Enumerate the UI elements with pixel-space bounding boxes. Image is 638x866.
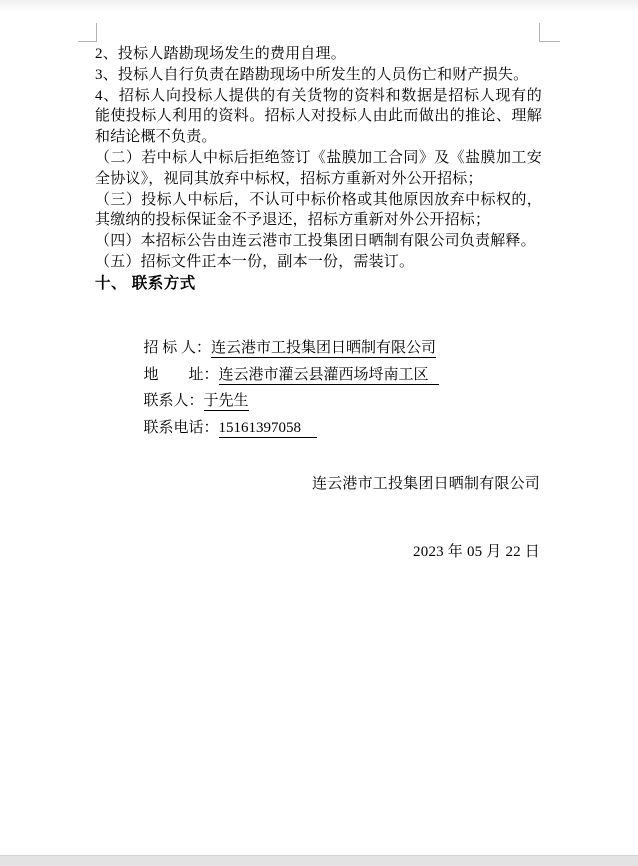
signature-block: [312, 428, 540, 608]
address-value: 连云港市灌云县灌西场埒南工区: [219, 367, 439, 385]
paragraph-refuse-contract: （二）若中标人中标后拒绝签订《盐膜加工合同》及《盐膜加工安全协议》，视同其放弃中标权，招标方重新对外公开招标；: [95, 149, 542, 187]
contact-person-label: 联系人：: [143, 393, 204, 410]
paragraph-interpretation: （四）本招标公告由连云港市工投集团日晒制有限公司负责解释。: [95, 233, 536, 250]
paragraph-fee-self: 2、投标人踏勘现场发生的费用自理。: [95, 46, 346, 62]
page-bottom-boundary: [0, 855, 638, 866]
paragraph-binding: （五）招标文件正本一份，副本一份，需装订。: [95, 253, 415, 270]
signature-date: 2023 年 05 月 22 日: [413, 543, 540, 560]
body-text-block: [95, 44, 542, 273]
contact-row-tenderer: [121, 309, 439, 357]
paragraph-deposit-forfeit: （三）投标人中标后，不认可中标价格或其他原因放弃中标权的，其缴纳的投标保证金不予退还，招标方重新对外公开招标；: [95, 191, 542, 229]
phone-label: 联系电话：: [143, 419, 219, 436]
address-label: 地 址：: [143, 366, 219, 383]
margin-crop-mark-top-left: [78, 23, 97, 42]
contact-person-value: 于先生: [203, 393, 249, 410]
page-top-shadow: [0, 0, 638, 12]
section-heading-contact: 十、 联系方式: [95, 275, 196, 292]
tenderer-label: 招 标 人：: [143, 340, 212, 357]
contact-block: [121, 309, 439, 436]
signature-company: 连云港市工投集团日晒制有限公司: [311, 476, 540, 492]
paragraph-data-disclaimer: 4、招标人向投标人提供的有关货物的资料和数据是招标人现有的能使投标人利用的资料。招标人对投标人由此而做出的推论、理解和结论概不负责。: [95, 87, 542, 146]
paragraph-liability: 3、投标人自行负责在踏勘现场中所发生的人员伤亡和财产损失。: [95, 66, 529, 83]
tenderer-value: 连云港市工投集团日晒制有限公司: [211, 340, 437, 357]
phone-value: 15161397058: [219, 420, 318, 438]
margin-crop-mark-top-right: [539, 23, 560, 42]
